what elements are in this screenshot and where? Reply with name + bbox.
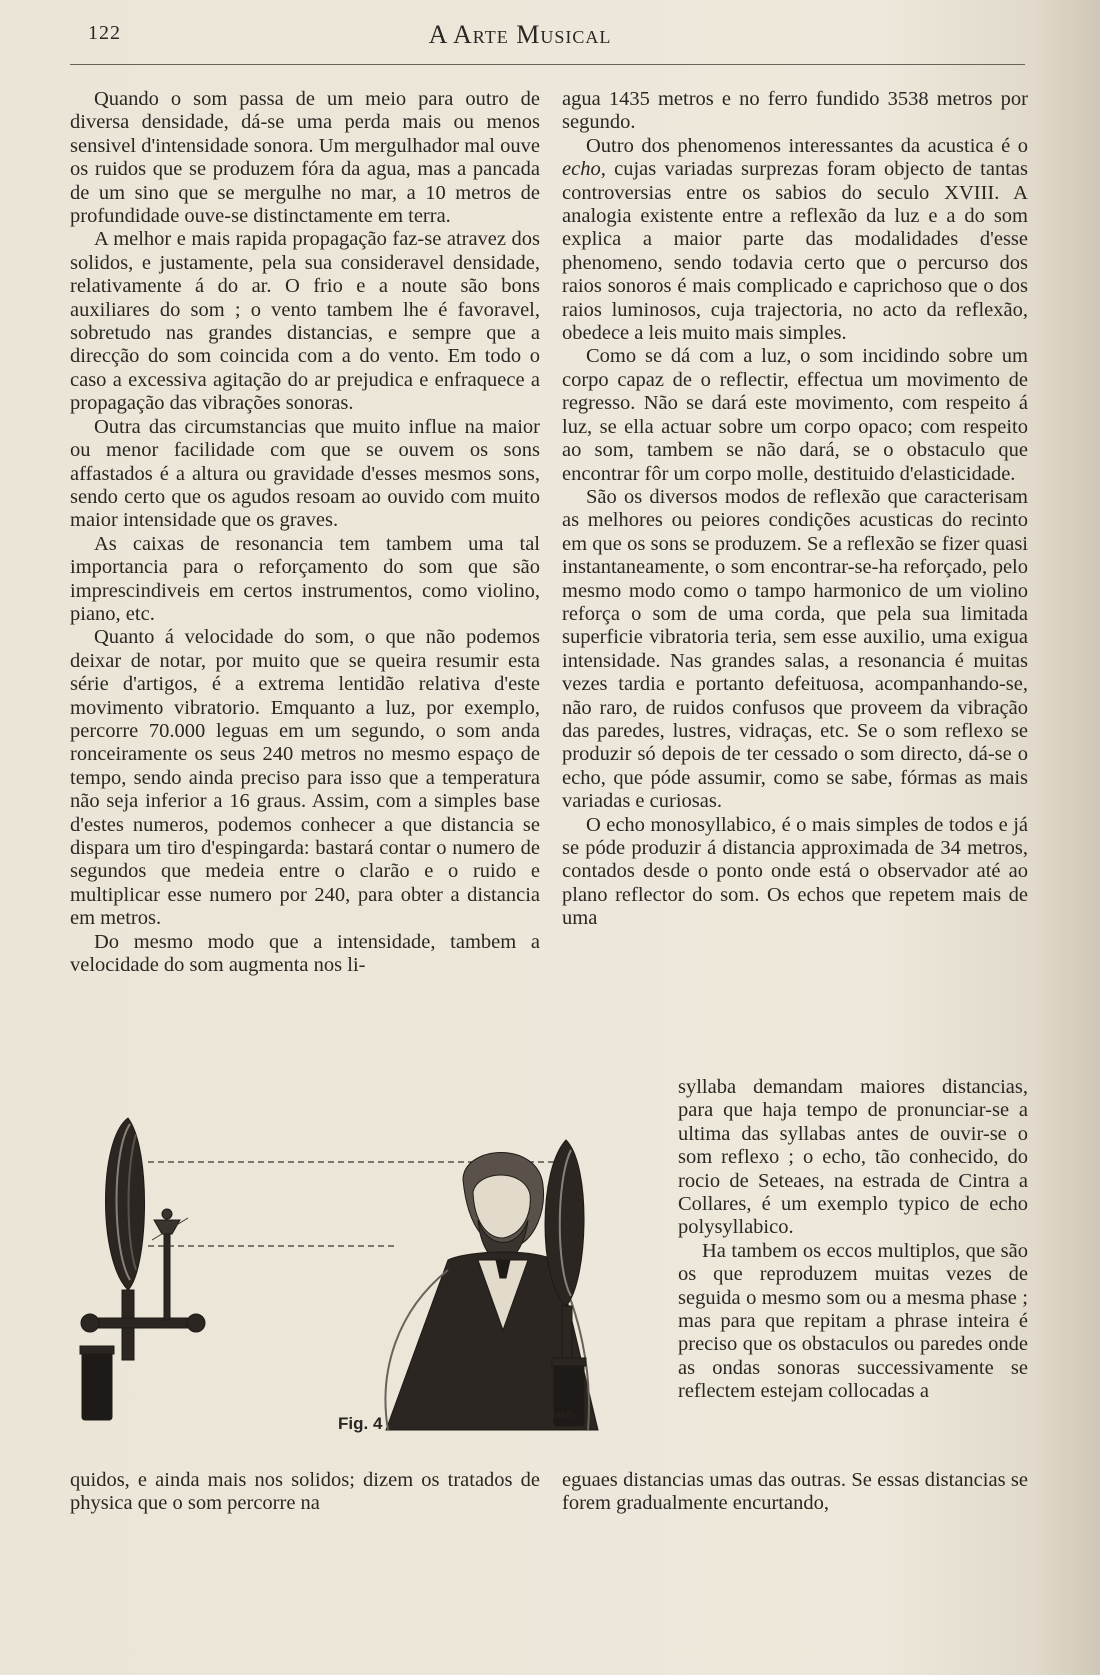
left-column [70, 88, 540, 977]
figure-4-illustration [68, 1110, 668, 1440]
paragraph: Quanto á velocidade do som, o que não podemos deixar de notar, por muito que se queira resumir esta série d'artigos, é a extrema lentidão relativa d'este movimento vibratorio. Emquanto a luz, por exemplo, percorre 70.000 leguas em um segundo, o som anda ronceiramente os seus 240 metros no mesmo espaço de tempo, sendo ainda preciso para isso que a temperatura não seja inferior a 16 graus. Assim, com a simples base d'estes numeros, podemos conhecer a que distancia se dispara um tiro d'espingarda: bastará contar o numero de segundos que medeia entre o clarão e o ruido e multiplicar esse numero por 240, para obter a distancia em metros. [70, 626, 540, 930]
paragraph: quidos, e ainda mais nos solidos; dizem os tratados de physica que o som percorre na [70, 1469, 540, 1515]
right-bottom-text [562, 1469, 1028, 1516]
running-title: A Arte Musical [428, 20, 612, 49]
paragraph: eguaes distancias umas das outras. Se essas distancias se forem gradualmente encurtando, [562, 1469, 1028, 1515]
paragraph: syllaba demandam maiores distancias, para que haja tempo de pronunciar-se a ultima das syllabas antes de ouvir-se o som reflexo ; o echo, tão conhecido, do rocio de Seteaes, na estrada de Cintra a Collares, é um exemplo typico de echo polysyllabico. [678, 1076, 1028, 1239]
text-run: cujas variadas surprezas foram objecto de tantas controversias entre os sabios do seculo XVIII. A analogia existente entre a reflexão da luz e a do som explica a maior parte das modalidades d'esse phenomeno, sendo todavia certo que o percurso dos raios sonoros é mais complicado e caprichoso que o dos raios luminosos, cuja trajectoria, no acto da reflexão, obedece a leis muito mais simples. [562, 158, 1028, 345]
page-number: 122 [88, 22, 121, 44]
paragraph: O echo monosyllabico, é o mais simples de todos e já se póde produzir á distancia approximada de 34 metros, contados desde o ponto onde está o observador até ao plano reflector do som. Os echos que repetem mais de uma [562, 813, 1028, 930]
figure-caption: Fig. 4 [338, 1414, 383, 1433]
paragraph: Como se dá com a luz, o som incidindo sobre um corpo capaz de o reflectir, effectua um movimento de regresso. Não se dará este movimento, com respeito á luz, se ella actuar sobre um corpo opaco; com respeito ao som, tambem se não dará, se o obstaculo que encontrar fôr um corpo molle, destituido d'elasticidade. [562, 345, 1028, 485]
running-header [0, 18, 1040, 52]
paragraph: Outra das circumstancias que muito influe na maior ou menor facilidade com que se ouvem os sons affastados é a altura ou gravidade d'esses mesmos sons, sendo certo que os agudos resoam ao ouvido com muito maior intensidade que os graves. [70, 415, 540, 532]
paragraph: Quando o som passa de um meio para outro de diversa densidade, dá-se uma perda mais ou menos sensivel d'intensidade sonora. Um mergulhador mal ouve os ruidos que se produzem fóra da agua, mas a pancada de um sino que se mergulhe no mar, a 10 metros de profundidade ouve-se distinctamente em terra. [70, 88, 540, 228]
header-rule [70, 64, 1025, 65]
paragraph: Ha tambem os eccos multiplos, que são os que reproduzem muitas vezes de seguida o mesmo som ou a mesma phase ; mas para que repitam a phrase inteira é preciso que os obstaculos ou paredes onde as ondas sonoras successivamente se reflectem estejam collocadas a [678, 1239, 1028, 1403]
paragraph: A melhor e mais rapida propagação faz-se atravez dos solidos, e justamente, pela sua consideravel densidade, relativamente á do ar. O frio e a noute são bons auxiliares do som ; o vento tambem lhe é favoravel, sobretudo nas grandes distancias, e sempre que a direcção do som coincida com a do vento. Em todo o caso a excessiva agitação do ar prejudica e enfraquece a propagação das vibrações sonoras. [70, 228, 540, 415]
right-narrow-column [678, 1076, 1028, 1404]
paragraph: agua 1435 metros e no ferro fundido 3538 metros por segundo. [562, 88, 1028, 134]
parabolic-reflector-left [80, 1118, 205, 1420]
paragraph: Do mesmo modo que a intensidade, tambem a velocidade do som augmenta nos li- [70, 930, 540, 977]
paragraph: As caixas de resonancia tem tambem uma tal importancia para o reforçamento do som que são imprescindiveis em certos instrumentos, como violino, piano, etc. [70, 532, 540, 625]
emphasis: echo, [562, 158, 606, 181]
right-column [562, 88, 1028, 931]
paragraph: São os diversos modos de reflexão que caracterisam as melhores ou peiores condições acusticas do recinto em que os sons se produzem. Se a reflexão se fizer quasi instantaneamente, o som encontrar-se-ha reforçado, pelo mesmo modo como o tampo harmonico de um violino reforça o som de uma corda, que pela sua limitada superficie vibratoria teria, sem esse auxilio, uma exigua intensidade. Nas grandes salas, a resonancia é muitas vezes tardia e portanto defeituosa, acompanhando-se, não raro, de ruidos confusos que proveem da vibração das paredes, lustres, vidraças, etc. Se o som reflexo se produzir só depois de ter cessado o som directo, dá-se o echo, que póde assumir, como se sabe, fórmas as mais variadas e curiosas. [562, 485, 1028, 813]
paragraph [562, 135, 1028, 346]
left-bottom-text [70, 1469, 540, 1516]
artist-signature: HILDIBRAND. [524, 1411, 575, 1420]
text-run: Outro dos phenomenos interessantes da acustica é o [586, 134, 1028, 157]
